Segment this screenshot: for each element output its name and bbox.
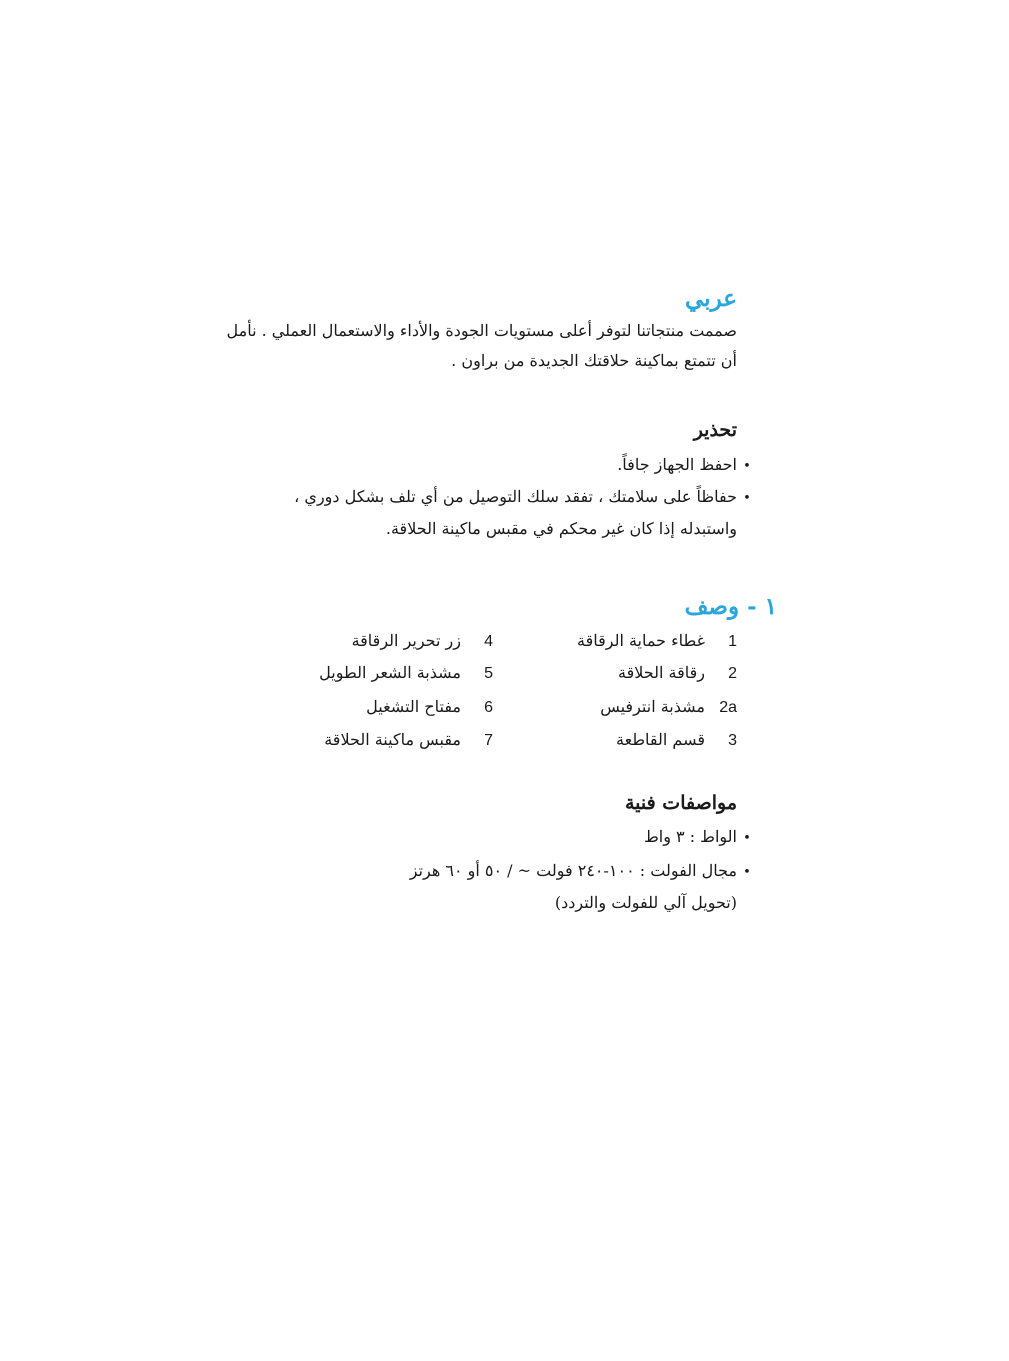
warning-heading: تحذير — [693, 419, 737, 441]
warning-item-1 — [617, 450, 757, 482]
specs-item-2 — [410, 856, 757, 888]
warning-item-1-text: احفظ الجهاز جافاً. — [617, 455, 737, 474]
intro-line-1: صممت منتجاتنا لتوفر أعلى مستويات الجودة والأداء والاستعمال العملي . نأمل — [226, 321, 737, 340]
part-number: 2a — [719, 699, 737, 716]
part-number: 2 — [728, 665, 737, 682]
specs-heading: مواصفات فنية — [624, 792, 737, 814]
part-number: 4 — [484, 633, 493, 650]
part-item — [366, 692, 493, 723]
part-item — [324, 725, 493, 756]
warning-item-2-text: حفاظاً على سلامتك ، تفقد سلك التوصيل من أي تلف بشكل دوري ، — [294, 487, 737, 506]
intro-paragraph — [227, 316, 737, 376]
warning-item-2 — [294, 482, 757, 514]
part-number: 1 — [728, 633, 737, 650]
specs-item-1-text: الواط : ٣ واط — [643, 827, 737, 846]
intro-line-2: أن تتمتع بماكينة حلاقتك الجديدة من براون . — [451, 351, 737, 370]
bullet-icon: • — [743, 865, 751, 880]
specs-item-1 — [644, 822, 757, 854]
part-name: مشذبة انترفيس — [600, 697, 705, 716]
part-item — [600, 692, 737, 723]
specs-item-2-continuation: (تحويل آلي للفولت والتردد) — [554, 893, 737, 912]
part-name: مقبس ماكينة الحلاقة — [324, 730, 461, 749]
part-item — [577, 626, 737, 657]
part-number: 7 — [484, 732, 493, 749]
part-name: رقاقة الحلاقة — [618, 663, 705, 682]
part-name: مشذبة الشعر الطويل — [319, 663, 461, 682]
bullet-icon: • — [743, 491, 751, 506]
description-heading: ١ - وصف — [684, 593, 777, 620]
specs-item-2-text: مجال الفولت : ١٠٠-٢٤٠ فولت ~ / ٥٠ أو ٦٠ هرتز — [409, 861, 737, 880]
part-name: زر تحرير الرقاقة — [351, 631, 461, 650]
bullet-icon: • — [743, 831, 751, 846]
warning-item-2-continuation: واستبدله إذا كان غير محكم في مقبس ماكينة الحلاقة. — [385, 519, 737, 538]
bullet-icon: • — [743, 459, 751, 474]
part-name: مفتاح التشغيل — [366, 697, 461, 716]
part-number: 6 — [484, 699, 493, 716]
part-item — [616, 725, 737, 756]
part-number: 5 — [484, 665, 493, 682]
part-item — [352, 626, 493, 657]
part-item — [319, 658, 493, 689]
language-heading: عربي — [685, 285, 737, 312]
part-item — [618, 658, 737, 689]
part-name: غطاء حماية الرقاقة — [576, 631, 705, 650]
part-number: 3 — [728, 732, 737, 749]
part-name: قسم القاطعة — [616, 730, 705, 749]
